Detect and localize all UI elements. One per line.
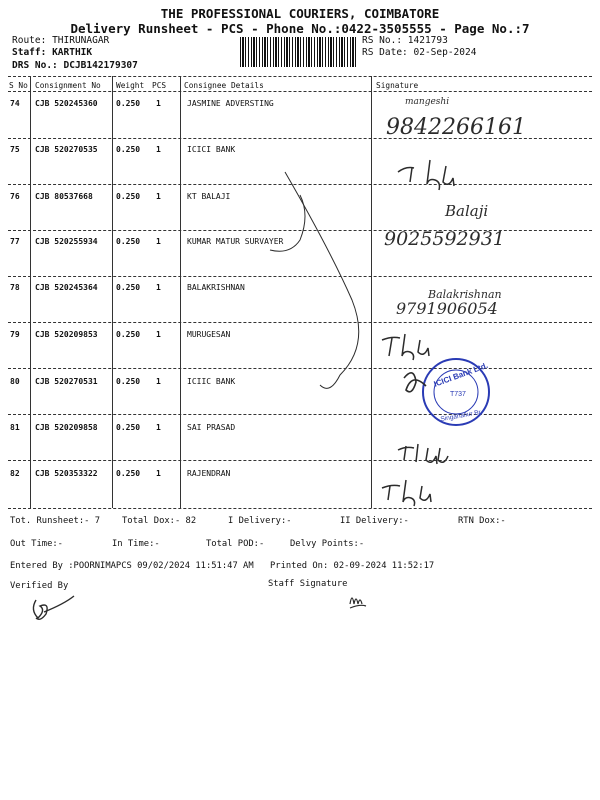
rtn-dox: RTN Dox:- bbox=[458, 516, 506, 526]
row-consignee: SAI PRASAD bbox=[187, 423, 236, 432]
row-consignee: KT BALAJI bbox=[187, 192, 231, 201]
verified-by-signature bbox=[33, 596, 74, 619]
signature-row-81 bbox=[398, 444, 448, 464]
row-weight: 0.250 bbox=[116, 423, 141, 432]
signature-row-82 bbox=[382, 480, 431, 506]
row-sno: 74 bbox=[10, 99, 20, 108]
delvy-points: Delvy Points:- bbox=[290, 539, 365, 549]
row-consignee: BALAKRISHNAN bbox=[187, 283, 245, 292]
svg-text:9791906054: 9791906054 bbox=[396, 299, 498, 318]
row-consignment: CJB 80537668 bbox=[35, 192, 93, 201]
signature-row-74 bbox=[386, 97, 526, 140]
svg-text:Balakrishnan: Balakrishnan bbox=[428, 288, 502, 301]
col-header-signature: Signature bbox=[376, 81, 419, 90]
signature-row-77 bbox=[384, 228, 505, 250]
rs-no-value: 1421793 bbox=[407, 35, 448, 46]
row-consignment: CJB 520245364 bbox=[35, 283, 98, 292]
staff-signature-mark bbox=[350, 598, 366, 608]
drs-label: DRS No.: bbox=[12, 60, 58, 71]
row-weight: 0.250 bbox=[116, 145, 141, 154]
row-consignment: CJB 520270535 bbox=[35, 145, 98, 154]
row-consignee: ICICI BANK bbox=[187, 145, 236, 154]
row-pcs: 1 bbox=[156, 192, 161, 201]
svg-text:T737: T737 bbox=[450, 391, 466, 398]
runsheet-subtitle: Delivery Runsheet - PCS - Phone No.:0422-3505555 - Page No.:7 bbox=[70, 21, 530, 36]
signature-row-78 bbox=[396, 288, 502, 318]
row-sno: 76 bbox=[10, 192, 20, 201]
col-header-weight: Weight bbox=[116, 81, 145, 90]
total-pod: Total POD:- bbox=[206, 539, 265, 549]
row-sno: 81 bbox=[10, 423, 20, 432]
row-pcs: 1 bbox=[156, 99, 161, 108]
staff-signature-label: Staff Signature bbox=[268, 579, 348, 589]
svg-text:9842266161: 9842266161 bbox=[386, 115, 526, 140]
row-sno: 82 bbox=[10, 469, 20, 478]
row-consignment: CJB 520255934 bbox=[35, 237, 98, 246]
row-consignee: ICIIC BANK bbox=[187, 377, 236, 386]
rs-date-value: 02-Sep-2024 bbox=[413, 47, 477, 58]
row-sno: 80 bbox=[10, 377, 20, 386]
printed-on: Printed On: 02-09-2024 11:52:17 bbox=[270, 561, 435, 571]
signature-row-75 bbox=[398, 160, 454, 190]
row-consignment: CJB 520245360 bbox=[35, 99, 98, 108]
signature-row-76 bbox=[444, 202, 488, 220]
row-pcs: 1 bbox=[156, 469, 161, 478]
row-sno: 77 bbox=[10, 237, 20, 246]
row-pcs: 1 bbox=[156, 377, 161, 386]
verified-by-label: Verified By bbox=[10, 581, 69, 591]
row-weight: 0.250 bbox=[116, 330, 141, 339]
total-dox: Total Dox:- 82 bbox=[122, 516, 197, 526]
scribble-line bbox=[270, 195, 305, 251]
row-pcs: 1 bbox=[156, 145, 161, 154]
row-pcs: 1 bbox=[156, 330, 161, 339]
row-weight: 0.250 bbox=[116, 377, 141, 386]
row-pcs: 1 bbox=[156, 283, 161, 292]
row-weight: 0.250 bbox=[116, 99, 141, 108]
row-consignment: CJB 520270531 bbox=[35, 377, 98, 386]
scribble-line bbox=[285, 172, 359, 388]
ii-delivery: II Delivery:- bbox=[340, 516, 409, 526]
tot-runsheet: Tot. Runsheet:- 7 bbox=[10, 516, 101, 526]
row-weight: 0.250 bbox=[116, 237, 141, 246]
out-time: Out Time:- bbox=[10, 539, 63, 549]
row-weight: 0.250 bbox=[116, 283, 141, 292]
row-weight: 0.250 bbox=[116, 469, 141, 478]
row-consignment: CJB 520209858 bbox=[35, 423, 98, 432]
row-consignment: CJB 520353322 bbox=[35, 469, 98, 478]
col-header-consignee: Consignee Details bbox=[184, 81, 264, 90]
route-label: Route: bbox=[12, 35, 47, 46]
col-header-consignment: Consignment No bbox=[35, 81, 101, 90]
drs-value: DCJB142179307 bbox=[63, 60, 138, 71]
svg-text:9025592931: 9025592931 bbox=[384, 228, 505, 250]
row-consignee: RAJENDRAN bbox=[187, 469, 231, 478]
company-title: THE PROFESSIONAL COURIERS, COIMBATORE bbox=[160, 6, 440, 21]
row-sno: 79 bbox=[10, 330, 20, 339]
row-consignee: JASMINE ADVERSTING bbox=[187, 99, 274, 108]
row-sno: 75 bbox=[10, 145, 20, 154]
svg-text:Singanallur Br.: Singanallur Br. bbox=[439, 408, 483, 424]
in-time: In Time:- bbox=[112, 539, 160, 549]
svg-text:mangeshi: mangeshi bbox=[405, 97, 450, 107]
rs-no-label: RS No.: bbox=[362, 35, 403, 46]
signature-row-79 bbox=[382, 334, 429, 360]
staff-value: KARTHIK bbox=[52, 47, 93, 58]
route-value: THIRUNAGAR bbox=[52, 35, 110, 46]
entered-by: Entered By :POORNIMAPCS 09/02/2024 11:51:47 AM bbox=[10, 561, 254, 571]
row-pcs: 1 bbox=[156, 237, 161, 246]
col-header-sno: S No bbox=[9, 81, 28, 90]
rs-date-label: RS Date: bbox=[362, 47, 408, 58]
row-weight: 0.250 bbox=[116, 192, 141, 201]
row-consignee: KUMAR MATUR SURVAYER bbox=[187, 237, 284, 246]
svg-text:Balaji: Balaji bbox=[445, 202, 489, 220]
staff-label: Staff: bbox=[12, 47, 47, 58]
row-consignment: CJB 520209853 bbox=[35, 330, 98, 339]
svg-text:ICICI Bank Ltd.: ICICI Bank Ltd. bbox=[432, 360, 490, 389]
row-pcs: 1 bbox=[156, 423, 161, 432]
col-header-pcs: PCS bbox=[152, 81, 167, 90]
bank-stamp bbox=[404, 359, 489, 425]
i-delivery: I Delivery:- bbox=[228, 516, 292, 526]
row-sno: 78 bbox=[10, 283, 20, 292]
row-consignee: MURUGESAN bbox=[187, 330, 231, 339]
